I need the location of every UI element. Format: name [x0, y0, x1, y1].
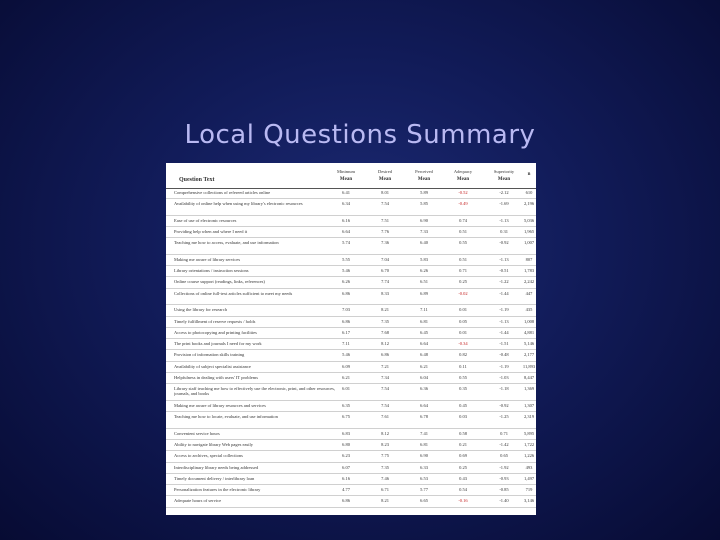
question-text: Teaching me how to locate, evaluate, and use information	[174, 414, 278, 420]
table-cell: 719	[525, 487, 533, 493]
table-cell: 6.86	[342, 498, 350, 504]
table-cell: -1.13	[499, 318, 509, 324]
table-cell: 0.71	[500, 430, 508, 436]
column-header-minimum: Minimum Mean	[336, 169, 355, 182]
table-cell: 6.64	[342, 229, 350, 235]
table-cell: 7.75	[381, 453, 389, 459]
table-row	[166, 485, 536, 496]
table-cell: 5.55	[342, 256, 350, 262]
table-row	[166, 440, 536, 451]
table-cell: -1.44	[499, 290, 509, 296]
table-row	[166, 255, 536, 266]
table-cell: -1.42	[499, 441, 509, 447]
table-cell: 0.11	[459, 363, 467, 369]
table-cell: 7.46	[381, 475, 389, 481]
table-cell: -1.18	[499, 386, 509, 392]
table-cell: 0.25	[459, 279, 467, 285]
table-cell: 6.71	[381, 487, 389, 493]
table-cell: -2.12	[499, 190, 509, 195]
table-cell: 4.77	[342, 487, 350, 493]
slide-title: Local Questions Summary	[184, 120, 536, 150]
table-cell: 1,008	[523, 318, 535, 324]
table-cell: 7.54	[381, 386, 389, 392]
question-text-header: Question Text	[179, 177, 215, 183]
table-header	[166, 163, 536, 189]
table-cell: 435	[525, 307, 533, 313]
column-header-perceived: Perceived Mean	[415, 169, 433, 182]
table-cell: -1.69	[499, 201, 509, 207]
table-cell: 5.85	[420, 201, 428, 207]
table-cell: 6.53	[420, 475, 428, 481]
table-cell: 7.76	[381, 229, 389, 235]
table-cell: 5.74	[342, 240, 350, 246]
table-cell: 1,307	[523, 402, 535, 408]
table-cell: 6.80	[342, 441, 350, 447]
table-cell: -0.52	[458, 190, 468, 195]
column-header-adequacy: Adequacy Mean	[453, 169, 473, 182]
table-row	[166, 412, 536, 429]
table-cell: 5,146	[523, 341, 535, 347]
table-cell: 6.23	[342, 453, 350, 459]
question-text: Interdisciplinary library needs being addressed	[174, 464, 259, 470]
table-cell: 0.31	[500, 229, 508, 235]
table-cell: 7.36	[381, 240, 389, 246]
table-cell: 6.89	[420, 290, 428, 296]
question-text: Helpfulness in dealing with users' IT problems	[174, 375, 258, 381]
summary-table	[166, 163, 536, 515]
table-row	[166, 188, 536, 199]
table-row	[166, 362, 536, 373]
question-text: Using the library for research	[174, 307, 227, 313]
table-cell: 0.51	[459, 256, 467, 262]
question-text: Library orientations / instruction sessions	[174, 268, 249, 274]
table-cell: 6.33	[420, 464, 428, 470]
table-cell: 1,226	[523, 453, 535, 459]
table-cell: 7.34	[381, 375, 389, 381]
question-text: Providing help when and where I need it	[174, 229, 248, 235]
table-cell: 7.04	[381, 256, 389, 262]
table-cell: 5,895	[523, 430, 535, 436]
table-row	[166, 451, 536, 462]
table-cell: -0.34	[458, 341, 468, 347]
table-cell: -1.13	[499, 217, 509, 223]
table-cell: 2,196	[523, 201, 535, 207]
table-cell: 6.21	[420, 363, 428, 369]
table-cell: 7.11	[420, 307, 428, 313]
table-cell: -0.93	[499, 475, 509, 481]
table-cell: 4,881	[523, 329, 535, 335]
table-cell: 0.74	[459, 217, 467, 223]
table-cell: 0.43	[459, 475, 467, 481]
table-cell: 1,783	[523, 268, 535, 274]
table-cell: -1.22	[499, 279, 509, 285]
table-cell: 8,447	[523, 375, 535, 381]
table-cell: 8.12	[381, 430, 389, 436]
table-cell: 7.11	[342, 341, 350, 347]
table-cell: 0.25	[459, 464, 467, 470]
table-cell: 5,036	[523, 217, 535, 223]
table-cell: 6.40	[420, 240, 428, 246]
table-row	[166, 463, 536, 474]
table-cell: 6.78	[420, 414, 428, 420]
table-cell: -1.92	[499, 464, 509, 470]
table-cell: 6.26	[342, 279, 350, 285]
table-row	[166, 277, 536, 288]
table-cell: 7.33	[420, 229, 428, 235]
table-cell: 7.03	[342, 307, 350, 313]
table-cell: 6.86	[342, 290, 350, 296]
table-cell: 5.46	[342, 268, 350, 274]
table-cell: 2,242	[523, 279, 535, 285]
table-cell: 3,146	[523, 498, 535, 504]
table-cell: 6.16	[342, 475, 350, 481]
question-text: Availability of subject specialist assistance	[174, 363, 251, 369]
table-cell: 6.41	[342, 190, 350, 195]
table-cell: 7.61	[381, 414, 389, 420]
table-row	[166, 216, 536, 227]
table-cell: 8.33	[381, 290, 389, 296]
table-cell: 2,319	[523, 414, 535, 420]
question-text: Collections of online full-text articles sufficient to meet my needs	[174, 290, 293, 296]
table-row	[166, 305, 536, 316]
table-cell: 6.16	[342, 217, 350, 223]
table-cell: 6.81	[420, 318, 428, 324]
table-cell: 0.21	[459, 441, 467, 447]
table-cell: 6.48	[420, 352, 428, 358]
question-text: Adequate hours of service	[174, 498, 222, 504]
table-cell: 5.89	[420, 190, 428, 195]
table-cell: 6.17	[342, 329, 350, 335]
table-cell: -1.19	[499, 363, 509, 369]
question-text: Access to archives, special collections	[174, 453, 243, 459]
table-cell: 0.55	[459, 375, 467, 381]
table-cell: 6.83	[342, 430, 350, 436]
table-cell: 6.04	[420, 375, 428, 381]
table-cell: 0.65	[500, 453, 508, 459]
question-text: Convenient service hours	[174, 430, 220, 436]
question-text: Personalization features in the electronic library	[174, 487, 261, 493]
table-cell: 6.81	[420, 441, 428, 447]
table-row	[166, 373, 536, 384]
question-text: Library staff teaching me how to effectively use the electronic, print, and other resources, journals, and books	[174, 386, 336, 397]
question-text: Access to photocopying and printing facilities	[174, 329, 257, 335]
table-cell: 493	[525, 464, 533, 470]
table-body	[166, 188, 536, 508]
table-cell: 7.41	[420, 430, 428, 436]
table-cell: -0.92	[499, 402, 509, 408]
table-cell: 0.55	[459, 240, 467, 246]
table-cell: -0.85	[499, 487, 509, 493]
table-cell: 1,369	[523, 386, 535, 392]
table-cell: -1.51	[499, 341, 509, 347]
question-text: Online course support (readings, links, references)	[174, 279, 265, 285]
table-cell: -0.51	[499, 268, 509, 274]
table-cell: 0.51	[459, 229, 467, 235]
table-cell: 7.54	[381, 402, 389, 408]
table-row	[166, 238, 536, 255]
table-row	[166, 328, 536, 339]
table-cell: 0.03	[459, 414, 467, 420]
table-cell: 6.64	[420, 402, 428, 408]
question-text: Timely fulfillment of reserve requests / holds	[174, 318, 256, 324]
table-cell: 6.36	[420, 386, 428, 392]
table-cell: 6.51	[420, 279, 428, 285]
table-cell: 0.01	[459, 307, 467, 313]
table-cell: 6.34	[342, 201, 350, 207]
question-text: Comprehensive collections of refereed articles online	[174, 190, 271, 195]
table-cell: 7.68	[381, 329, 389, 335]
table-row	[166, 401, 536, 412]
table-cell: -1.19	[499, 307, 509, 313]
table-cell: 5.46	[342, 352, 350, 358]
table-cell: 6.86	[342, 318, 350, 324]
table-cell: 6.45	[420, 329, 428, 335]
question-text: Availability of online help when using my library's electronic resources	[174, 201, 303, 207]
table-cell: 0.01	[459, 329, 467, 335]
table-cell: 7.51	[381, 217, 389, 223]
table-cell: -1.25	[499, 414, 509, 420]
table-cell: 6.35	[342, 402, 350, 408]
table-cell: 6.26	[420, 268, 428, 274]
table-cell: -0.49	[458, 201, 468, 207]
table-cell: 610	[525, 190, 533, 195]
column-header-superiority: Superiority Mean	[493, 169, 515, 182]
table-row	[166, 429, 536, 440]
table-cell: 0.45	[459, 402, 467, 408]
table-cell: 7.35	[381, 464, 389, 470]
table-row	[166, 317, 536, 328]
table-cell: 6.21	[342, 375, 350, 381]
table-cell: 5.83	[420, 256, 428, 262]
table-cell: 1,722	[523, 441, 535, 447]
table-row	[166, 384, 536, 401]
question-text: Ability to navigate library Web pages easily	[174, 441, 254, 447]
table-row	[166, 199, 536, 216]
table-cell: 1,497	[523, 475, 535, 481]
question-text: The print books and journals I need for my work	[174, 341, 262, 347]
table-cell: -0.48	[499, 352, 509, 358]
table-cell: 447	[525, 290, 533, 296]
table-cell: 8.12	[381, 341, 389, 347]
table-cell: 6.86	[381, 352, 389, 358]
table-cell: 6.90	[420, 217, 428, 223]
table-cell: 8.23	[381, 441, 389, 447]
table-cell: 0.54	[459, 487, 467, 493]
table-cell: -1.44	[499, 329, 509, 335]
column-header-desired: Desired Mean	[378, 169, 392, 182]
table-row	[166, 339, 536, 350]
table-cell: 5.77	[420, 487, 428, 493]
table-cell: 0.58	[459, 430, 467, 436]
table-cell: 0.35	[459, 386, 467, 392]
table-cell: 6.75	[342, 414, 350, 420]
question-text: Ease of use of electronic resources	[174, 217, 237, 223]
table-cell: 7.21	[381, 363, 389, 369]
table-row	[166, 227, 536, 238]
table-cell: -0.02	[458, 290, 468, 296]
table-cell: 0.05	[459, 318, 467, 324]
question-text: Provision of information skills training	[174, 352, 245, 358]
table-cell: 6.07	[342, 464, 350, 470]
question-text: Making me aware of library resources and services	[174, 402, 266, 408]
table-cell: 807	[525, 256, 533, 262]
table-cell: 8.21	[381, 498, 389, 504]
table-cell: 6.70	[381, 268, 389, 274]
table-cell: 8.01	[381, 190, 389, 195]
table-cell: 2,177	[523, 352, 535, 358]
question-text: Teaching me how to access, evaluate, and use information	[174, 240, 279, 246]
table-cell: 6.65	[420, 498, 428, 504]
table-cell: 6.01	[342, 386, 350, 392]
table-cell: 7.74	[381, 279, 389, 285]
table-cell: 11,893	[522, 363, 536, 369]
table-cell: -1.40	[499, 498, 509, 504]
question-text: Making me aware of library services	[174, 256, 241, 262]
table-cell: 7.54	[381, 201, 389, 207]
table-cell: -1.03	[499, 375, 509, 381]
table-row	[166, 289, 536, 306]
table-cell: -1.13	[499, 256, 509, 262]
table-cell: -0.16	[458, 498, 468, 504]
table-cell: 1,965	[523, 229, 535, 235]
table-cell: 0.69	[459, 453, 467, 459]
table-row	[166, 266, 536, 277]
table-row	[166, 350, 536, 361]
table-cell: 7.35	[381, 318, 389, 324]
table-cell: 6.09	[342, 363, 350, 369]
table-row	[166, 496, 536, 507]
column-header-n: n	[527, 172, 531, 177]
table-row	[166, 474, 536, 485]
table-cell: 8.21	[381, 307, 389, 313]
table-cell: -0.92	[499, 240, 509, 246]
table-cell: 6.90	[420, 453, 428, 459]
table-cell: 0.71	[459, 268, 467, 274]
table-cell: 1,007	[523, 240, 535, 246]
table-cell: 6.64	[420, 341, 428, 347]
table-cell: 0.82	[459, 352, 467, 358]
question-text: Timely document delivery / interlibrary loan	[174, 475, 255, 481]
